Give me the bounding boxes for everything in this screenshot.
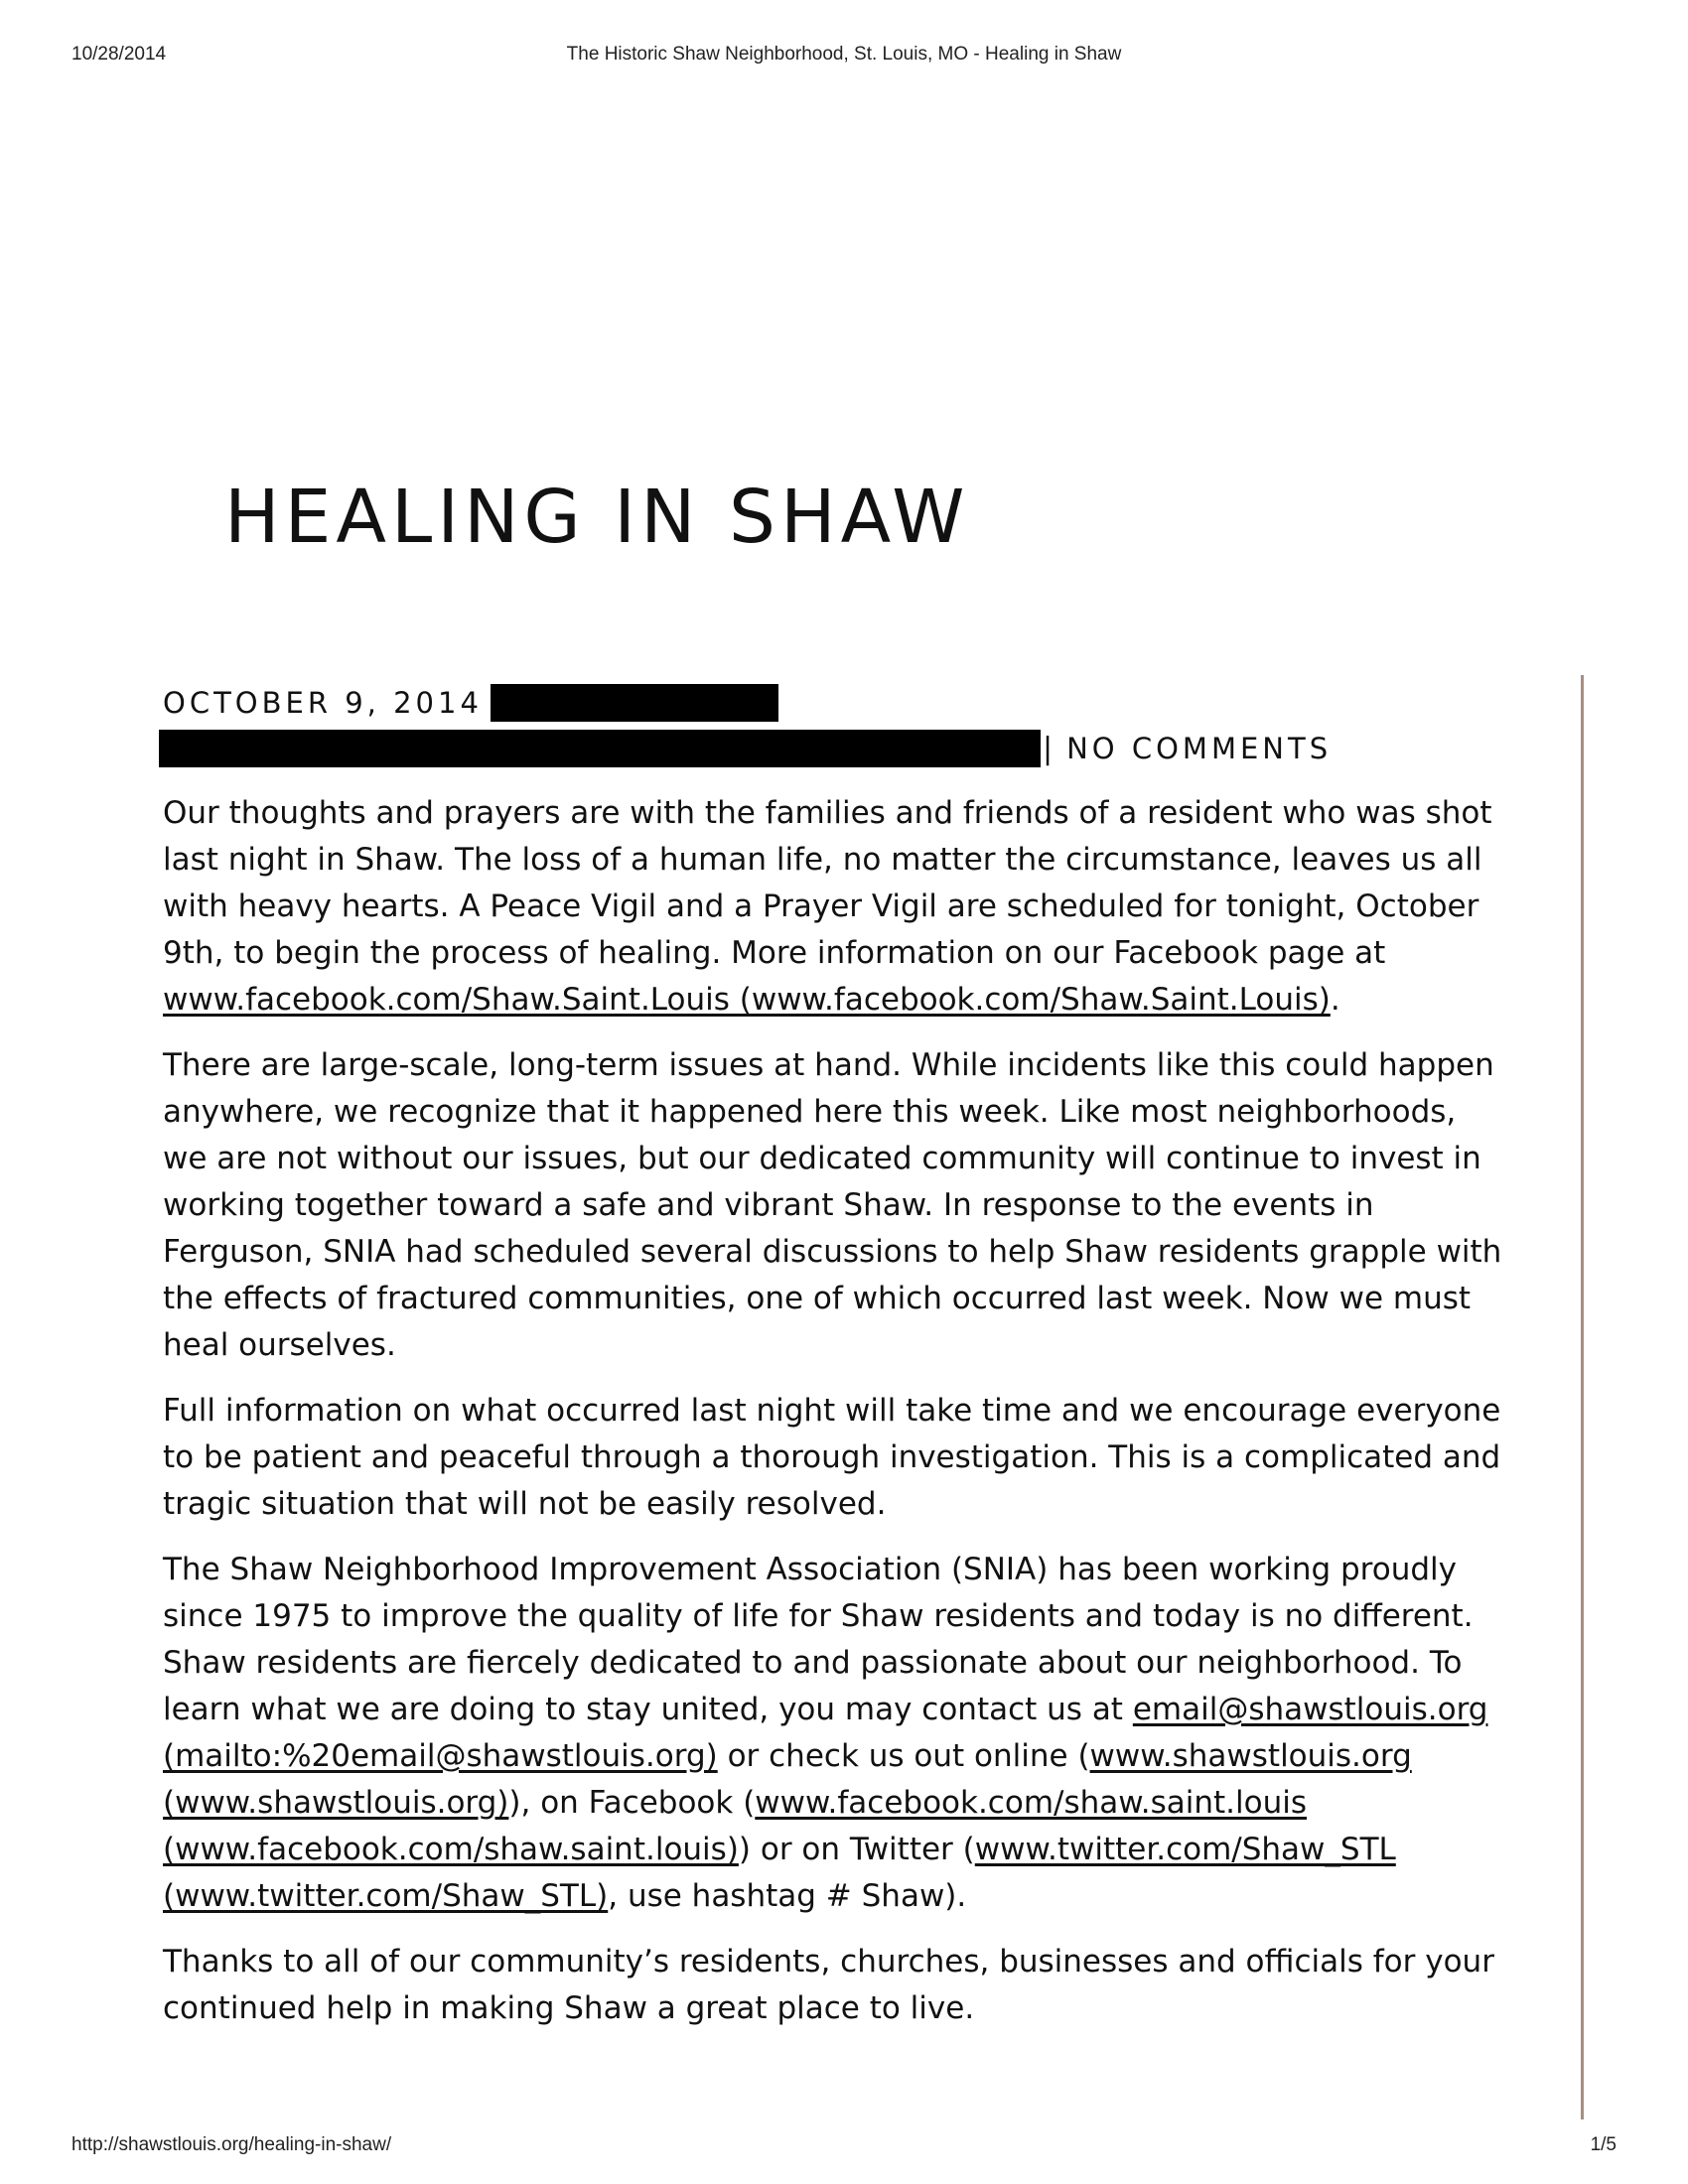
paragraph-4: [163, 1547, 1503, 1920]
sidebar-divider: [1581, 675, 1584, 2119]
print-url: http://shawstlouis.org/healing-in-shaw/: [71, 2134, 392, 2155]
print-date: 10/28/2014: [71, 44, 167, 65]
post-title: HEALING IN SHAW: [224, 475, 970, 560]
paragraph-text: ) or on Twitter (: [738, 1832, 975, 1867]
paragraph-text: .: [1330, 982, 1340, 1018]
post-date: OCTOBER 9, 2014: [163, 686, 483, 720]
paragraph-text: ), on Facebook (: [508, 1785, 756, 1821]
post-meta-row-2: [159, 729, 1332, 768]
paragraph-text: , use hashtag # Shaw).: [608, 1878, 967, 1914]
paragraph-5: Thanks to all of our community’s residents, churches, businesses and officials for your continued help in making Shaw a great place to live.: [163, 1944, 1494, 2026]
paragraph-text: or check us out online (: [717, 1738, 1090, 1774]
page-number: 1/5: [1590, 2134, 1617, 2155]
paragraph-text: The Shaw Neighborhood Improvement Association (SNIA) has been working proudly since 1975 to improve the quality of life for Shaw residents and today is no different. Shaw residents are fiercely dedicated to and passionate about our neighborhood. To learn what we are doing to stay united, you may contact us at: [163, 1552, 1474, 1727]
post-meta: [163, 683, 778, 723]
paragraph-1: [163, 790, 1503, 1024]
print-footer: [71, 2134, 1617, 2164]
website-link[interactable]: www.shawstlouis.org (www.shawstlouis.org): [163, 1738, 1412, 1821]
post-body: [163, 790, 1503, 2051]
print-page-title: The Historic Shaw Neighborhood, St. Louis, MO - Healing in Shaw: [566, 44, 1122, 65]
meta-separator: |: [1043, 731, 1054, 766]
facebook-link[interactable]: www.facebook.com/Shaw.Saint.Louis (www.facebook.com/Shaw.Saint.Louis): [163, 982, 1331, 1018]
comments-link[interactable]: NO COMMENTS: [1066, 732, 1333, 765]
print-header: [71, 44, 1617, 73]
facebook-link[interactable]: www.facebook.com/shaw.saint.louis (www.facebook.com/shaw.saint.louis): [163, 1785, 1308, 1867]
email-link[interactable]: email@shawstlouis.org (mailto:%20email@shawstlouis.org): [163, 1692, 1488, 1774]
redaction-box: [159, 730, 1041, 767]
twitter-link[interactable]: www.twitter.com/Shaw_STL (www.twitter.com/Shaw_STL): [163, 1832, 1396, 1914]
paragraph-2: There are large-scale, long-term issues at hand. While incidents like this could happen anywhere, we recognize that it happened here this week. Like most neighborhoods, we are not without our issues, but our dedicated community will continue to invest in working together toward a safe and vibrant Shaw. In response to the events in Ferguson, SNIA had scheduled several discussions to help Shaw residents grapple with the effects of fractured communities, one of which occurred last week. Now we must heal ourselves.: [163, 1047, 1502, 1363]
redaction-box: [491, 684, 778, 722]
paragraph-text: Our thoughts and prayers are with the families and friends of a resident who was shot last night in Shaw. The loss of a human life, no matter the circumstance, leaves us all with heavy hearts. A Peace Vigil and a Prayer Vigil are scheduled for tonight, October 9th, to begin the process of healing. More information on our Facebook page at: [163, 795, 1492, 971]
paragraph-3: Full information on what occurred last night will take time and we encourage everyone to be patient and peaceful through a thorough investigation. This is a complicated and tragic situation that will not be easily resolved.: [163, 1393, 1501, 1522]
